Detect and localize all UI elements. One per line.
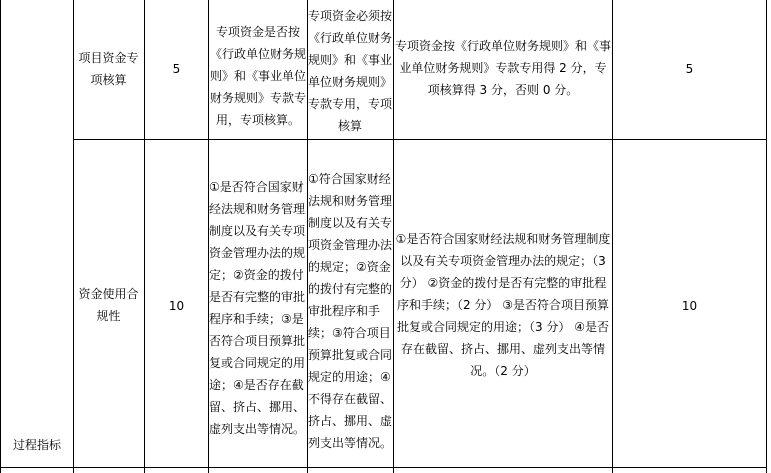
- row-method: 专项资金按《行政单位财务规则》和《事业单位财务规则》专款专用得 2 分，专项核算得 3 分，否则 0 分。: [395, 39, 612, 97]
- row1-name-cell: [77, 40, 140, 98]
- row1-indicator-cell: [210, 20, 306, 132]
- row1-standard-cell: [308, 8, 392, 134]
- grid-line: [73, 139, 767, 140]
- section-label-cell: [1, 430, 73, 460]
- row2-name-cell: [77, 282, 140, 328]
- row2-method-cell: [394, 230, 612, 380]
- grid-line: [73, 0, 74, 473]
- row-name: 资金使用合规性: [78, 287, 139, 323]
- row-standard: 专项资金必须按《行政单位财务规则》和《事业单位财务规则》专款专用，专项核算: [308, 9, 393, 133]
- row1-points-cell: [613, 58, 766, 80]
- row-points: 5: [685, 62, 694, 76]
- row-method: ①是否符合国家财经法规和财务管理制度以及有关专项资金管理办法的规定；（3 分） ②资金的拨付是否有完整的审批程序和手续；（2 分） ③是否符合项目预算批复或合同规定的用途；（3 分） ④是否存在截留、挤占、挪用、虚列支出等情况。（2 分）: [395, 232, 611, 378]
- row2-indicator-cell: [209, 176, 307, 436]
- row1-method-cell: [395, 35, 611, 101]
- row2-standard-cell: [308, 168, 393, 450]
- row-points: 10: [681, 299, 698, 313]
- row-standard: ①符合国家财经法规和财务管理制度以及有关专项资金管理办法的规定；②资金的拨付有完整的审批程序和手续；③符合项目预算批复或合同规定的用途；④不得存在截留、挤占、挪用、虚列支出等情况。: [308, 172, 393, 450]
- section-label: 过程指标: [12, 438, 61, 452]
- row2-points-cell: [613, 295, 766, 317]
- row1-score-cell: [145, 58, 208, 80]
- row-score: 5: [172, 62, 181, 76]
- grid-line: [766, 0, 767, 473]
- grid-line: [0, 467, 767, 468]
- row-indicator: 专项资金是否按《行政单位财务规则》和《事业单位财务规则》专款专用，专项核算。: [210, 25, 307, 127]
- row-name: 项目资金专项核算: [78, 51, 139, 87]
- grid-line: [0, 0, 1, 473]
- row2-score-cell: [145, 295, 208, 317]
- row-score: 10: [168, 299, 185, 313]
- row-indicator: ①是否符合国家财经法规和财务管理制度以及有关专项资金管理办法的规定；②资金的拨付是否有完整的审批程序和手续；③是否符合项目预算批复或合同规定的用途；④是否存在截留、挤占、挪用、虚列支出等情况。: [209, 180, 306, 436]
